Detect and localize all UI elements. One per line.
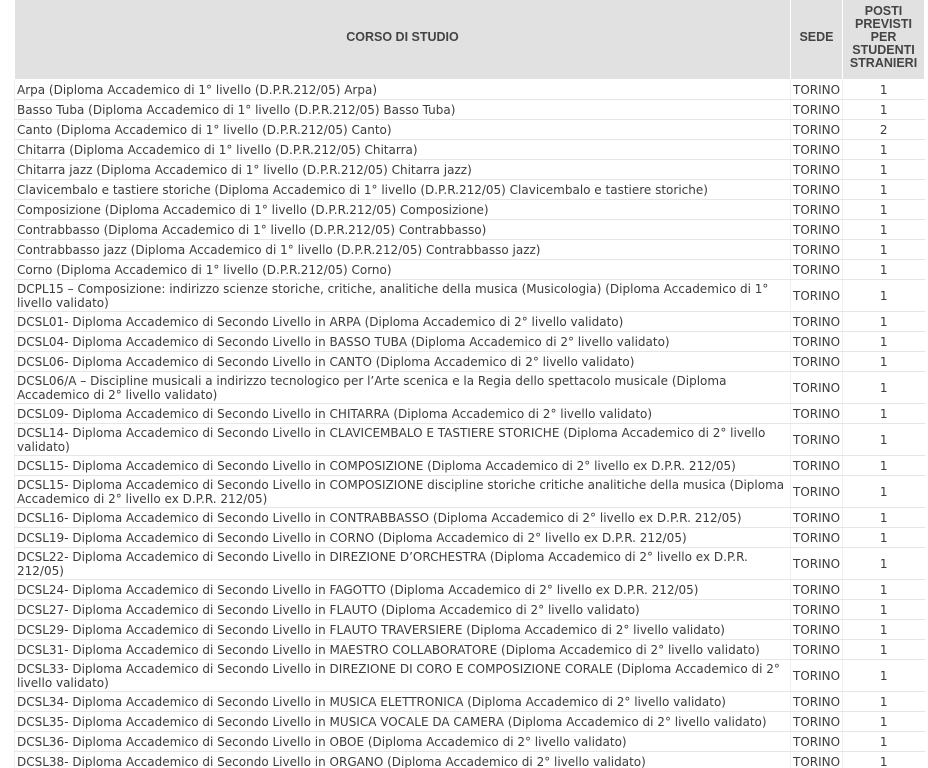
sede-cell: TORINO bbox=[791, 160, 843, 180]
table-row bbox=[15, 580, 925, 600]
sede-cell: TORINO bbox=[791, 180, 843, 200]
header-corso-di-studio: CORSO DI STUDIO bbox=[15, 0, 791, 80]
posti-cell: 1 bbox=[843, 508, 925, 528]
sede-cell: TORINO bbox=[791, 732, 843, 752]
posti-cell: 1 bbox=[843, 260, 925, 280]
posti-cell: 1 bbox=[843, 220, 925, 240]
sede-cell: TORINO bbox=[791, 548, 843, 580]
course-name-cell: Contrabbasso (Diploma Accademico di 1° livello (D.P.R.212/05) Contrabbasso) bbox=[15, 220, 791, 240]
sede-cell: TORINO bbox=[791, 712, 843, 732]
sede-cell: TORINO bbox=[791, 352, 843, 372]
sede-cell: TORINO bbox=[791, 404, 843, 424]
table-row bbox=[15, 260, 925, 280]
table-row bbox=[15, 140, 925, 160]
posti-cell: 1 bbox=[843, 160, 925, 180]
sede-cell: TORINO bbox=[791, 528, 843, 548]
table-row bbox=[15, 752, 925, 768]
sede-cell: TORINO bbox=[791, 660, 843, 692]
table-row bbox=[15, 712, 925, 732]
course-name-cell: DCSL24- Diploma Accademico di Secondo Livello in FAGOTTO (Diploma Accademico di 2° livello ex D.P.R. 212/05) bbox=[15, 580, 791, 600]
sede-cell: TORINO bbox=[791, 752, 843, 768]
posti-cell: 1 bbox=[843, 528, 925, 548]
header-posti-line: STUDENTI bbox=[852, 42, 915, 57]
posti-cell: 1 bbox=[843, 140, 925, 160]
table-row bbox=[15, 180, 925, 200]
table-row bbox=[15, 80, 925, 100]
table-row bbox=[15, 528, 925, 548]
sede-cell: TORINO bbox=[791, 476, 843, 508]
table-body bbox=[15, 80, 925, 768]
sede-cell: TORINO bbox=[791, 200, 843, 220]
sede-cell: TORINO bbox=[791, 600, 843, 620]
sede-cell: TORINO bbox=[791, 580, 843, 600]
header-posti-line: POSTI bbox=[864, 3, 903, 18]
course-name-cell: DCSL34- Diploma Accademico di Secondo Livello in MUSICA ELETTRONICA (Diploma Accademico di 2° livello validato) bbox=[15, 692, 791, 712]
table-header-row bbox=[15, 0, 925, 80]
course-name-cell: DCSL14- Diploma Accademico di Secondo Livello in CLAVICEMBALO E TASTIERE STORICHE (Diploma Accademico di 2° livello validato) bbox=[15, 424, 791, 456]
posti-cell: 1 bbox=[843, 240, 925, 260]
sede-cell: TORINO bbox=[791, 332, 843, 352]
course-name-cell: DCSL09- Diploma Accademico di Secondo Livello in CHITARRA (Diploma Accademico di 2° livello validato) bbox=[15, 404, 791, 424]
header-sede: SEDE bbox=[791, 0, 843, 80]
course-name-cell: DCSL35- Diploma Accademico di Secondo Livello in MUSICA VOCALE DA CAMERA (Diploma Accademico di 2° livello validato) bbox=[15, 712, 791, 732]
table-row bbox=[15, 424, 925, 456]
course-name-cell: DCSL06/A – Discipline musicali a indirizzo tecnologico per l’Arte scenica e la Regia dello spettacolo musicale (Diploma Accademico di 2° livello validato) bbox=[15, 372, 791, 404]
table-row bbox=[15, 732, 925, 752]
sede-cell: TORINO bbox=[791, 508, 843, 528]
posti-cell: 1 bbox=[843, 476, 925, 508]
course-name-cell: Contrabbasso jazz (Diploma Accademico di 1° livello (D.P.R.212/05) Contrabbasso jazz) bbox=[15, 240, 791, 260]
sede-cell: TORINO bbox=[791, 312, 843, 332]
table-row bbox=[15, 692, 925, 712]
table-row bbox=[15, 404, 925, 424]
table-row bbox=[15, 456, 925, 476]
header-posti-stranieri bbox=[843, 0, 925, 80]
posti-cell: 1 bbox=[843, 100, 925, 120]
table-row bbox=[15, 200, 925, 220]
course-name-cell: DCSL15- Diploma Accademico di Secondo Livello in COMPOSIZIONE (Diploma Accademico di 2° livello ex D.P.R. 212/05) bbox=[15, 456, 791, 476]
sede-cell: TORINO bbox=[791, 424, 843, 456]
header-posti-line: PER bbox=[870, 29, 897, 44]
table-row bbox=[15, 372, 925, 404]
course-name-cell: Clavicembalo e tastiere storiche (Diploma Accademico di 1° livello (D.P.R.212/05) Clavicembalo e tastiere storiche) bbox=[15, 180, 791, 200]
table-row bbox=[15, 240, 925, 260]
course-name-cell: Corno (Diploma Accademico di 1° livello (D.P.R.212/05) Corno) bbox=[15, 260, 791, 280]
course-name-cell: DCSL36- Diploma Accademico di Secondo Livello in OBOE (Diploma Accademico di 2° livello validato) bbox=[15, 732, 791, 752]
posti-cell: 1 bbox=[843, 640, 925, 660]
posti-cell: 1 bbox=[843, 424, 925, 456]
posti-cell: 1 bbox=[843, 456, 925, 476]
posti-cell: 1 bbox=[843, 80, 925, 100]
posti-cell: 1 bbox=[843, 580, 925, 600]
table-row bbox=[15, 600, 925, 620]
course-name-cell: DCSL22- Diploma Accademico di Secondo Livello in DIREZIONE D’ORCHESTRA (Diploma Accademico di 2° livello ex D.P.R. 212/05) bbox=[15, 548, 791, 580]
posti-cell: 1 bbox=[843, 372, 925, 404]
table-row bbox=[15, 220, 925, 240]
course-name-cell: DCSL06- Diploma Accademico di Secondo Livello in CANTO (Diploma Accademico di 2° livello validato) bbox=[15, 352, 791, 372]
sede-cell: TORINO bbox=[791, 260, 843, 280]
sede-cell: TORINO bbox=[791, 372, 843, 404]
course-name-cell: Arpa (Diploma Accademico di 1° livello (D.P.R.212/05) Arpa) bbox=[15, 80, 791, 100]
posti-cell: 2 bbox=[843, 120, 925, 140]
table-row bbox=[15, 640, 925, 660]
posti-cell: 1 bbox=[843, 712, 925, 732]
table-row bbox=[15, 312, 925, 332]
sede-cell: TORINO bbox=[791, 240, 843, 260]
posti-cell: 1 bbox=[843, 180, 925, 200]
table-row bbox=[15, 660, 925, 692]
course-name-cell: DCSL04- Diploma Accademico di Secondo Livello in BASSO TUBA (Diploma Accademico di 2° livello validato) bbox=[15, 332, 791, 352]
posti-cell: 1 bbox=[843, 660, 925, 692]
course-name-cell: DCSL16- Diploma Accademico di Secondo Livello in CONTRABBASSO (Diploma Accademico di 2° livello ex D.P.R. 212/05) bbox=[15, 508, 791, 528]
posti-cell: 1 bbox=[843, 548, 925, 580]
posti-cell: 1 bbox=[843, 732, 925, 752]
course-name-cell: Basso Tuba (Diploma Accademico di 1° livello (D.P.R.212/05) Basso Tuba) bbox=[15, 100, 791, 120]
course-name-cell: Chitarra (Diploma Accademico di 1° livello (D.P.R.212/05) Chitarra) bbox=[15, 140, 791, 160]
course-name-cell: DCSL33- Diploma Accademico di Secondo Livello in DIREZIONE DI CORO E COMPOSIZIONE CORALE (Diploma Accademico di 2° livello validato) bbox=[15, 660, 791, 692]
course-name-cell: Chitarra jazz (Diploma Accademico di 1° livello (D.P.R.212/05) Chitarra jazz) bbox=[15, 160, 791, 180]
table-row bbox=[15, 476, 925, 508]
course-name-cell: DCSL29- Diploma Accademico di Secondo Livello in FLAUTO TRAVERSIERE (Diploma Accademico di 2° livello validato) bbox=[15, 620, 791, 640]
table-row bbox=[15, 100, 925, 120]
course-name-cell: Canto (Diploma Accademico di 1° livello (D.P.R.212/05) Canto) bbox=[15, 120, 791, 140]
course-name-cell: Composizione (Diploma Accademico di 1° livello (D.P.R.212/05) Composizione) bbox=[15, 200, 791, 220]
course-name-cell: DCSL38- Diploma Accademico di Secondo Livello in ORGANO (Diploma Accademico di 2° livello validato) bbox=[15, 752, 791, 768]
posti-cell: 1 bbox=[843, 200, 925, 220]
sede-cell: TORINO bbox=[791, 140, 843, 160]
table-row bbox=[15, 120, 925, 140]
sede-cell: TORINO bbox=[791, 280, 843, 312]
sede-cell: TORINO bbox=[791, 120, 843, 140]
sede-cell: TORINO bbox=[791, 620, 843, 640]
posti-cell: 1 bbox=[843, 600, 925, 620]
table-row bbox=[15, 280, 925, 312]
header-posti-line: PREVISTI bbox=[855, 16, 912, 31]
header-posti-line: STRANIERI bbox=[849, 55, 918, 70]
posti-cell: 1 bbox=[843, 312, 925, 332]
posti-cell: 1 bbox=[843, 404, 925, 424]
courses-table bbox=[14, 0, 925, 768]
posti-cell: 1 bbox=[843, 280, 925, 312]
table-row bbox=[15, 548, 925, 580]
sede-cell: TORINO bbox=[791, 692, 843, 712]
course-name-cell: DCSL31- Diploma Accademico di Secondo Livello in MAESTRO COLLABORATORE (Diploma Accademico di 2° livello validato) bbox=[15, 640, 791, 660]
posti-cell: 1 bbox=[843, 752, 925, 768]
posti-cell: 1 bbox=[843, 332, 925, 352]
posti-cell: 1 bbox=[843, 692, 925, 712]
table-row bbox=[15, 332, 925, 352]
sede-cell: TORINO bbox=[791, 80, 843, 100]
sede-cell: TORINO bbox=[791, 220, 843, 240]
posti-cell: 1 bbox=[843, 352, 925, 372]
sede-cell: TORINO bbox=[791, 456, 843, 476]
posti-cell: 1 bbox=[843, 620, 925, 640]
course-name-cell: DCSL27- Diploma Accademico di Secondo Livello in FLAUTO (Diploma Accademico di 2° livello validato) bbox=[15, 600, 791, 620]
sede-cell: TORINO bbox=[791, 640, 843, 660]
table-row bbox=[15, 160, 925, 180]
course-name-cell: DCPL15 – Composizione: indirizzo scienze storiche, critiche, analitiche della musica (Musicologia) (Diploma Accademico di 1° livello validato) bbox=[15, 280, 791, 312]
course-name-cell: DCSL01- Diploma Accademico di Secondo Livello in ARPA (Diploma Accademico di 2° livello validato) bbox=[15, 312, 791, 332]
table-row bbox=[15, 352, 925, 372]
table-row bbox=[15, 508, 925, 528]
table-row bbox=[15, 620, 925, 640]
sede-cell: TORINO bbox=[791, 100, 843, 120]
course-name-cell: DCSL19- Diploma Accademico di Secondo Livello in CORNO (Diploma Accademico di 2° livello ex D.P.R. 212/05) bbox=[15, 528, 791, 548]
course-name-cell: DCSL15- Diploma Accademico di Secondo Livello in COMPOSIZIONE discipline storiche critiche analitiche della musica (Diploma Accademico di 2° livello ex D.P.R. 212/05) bbox=[15, 476, 791, 508]
